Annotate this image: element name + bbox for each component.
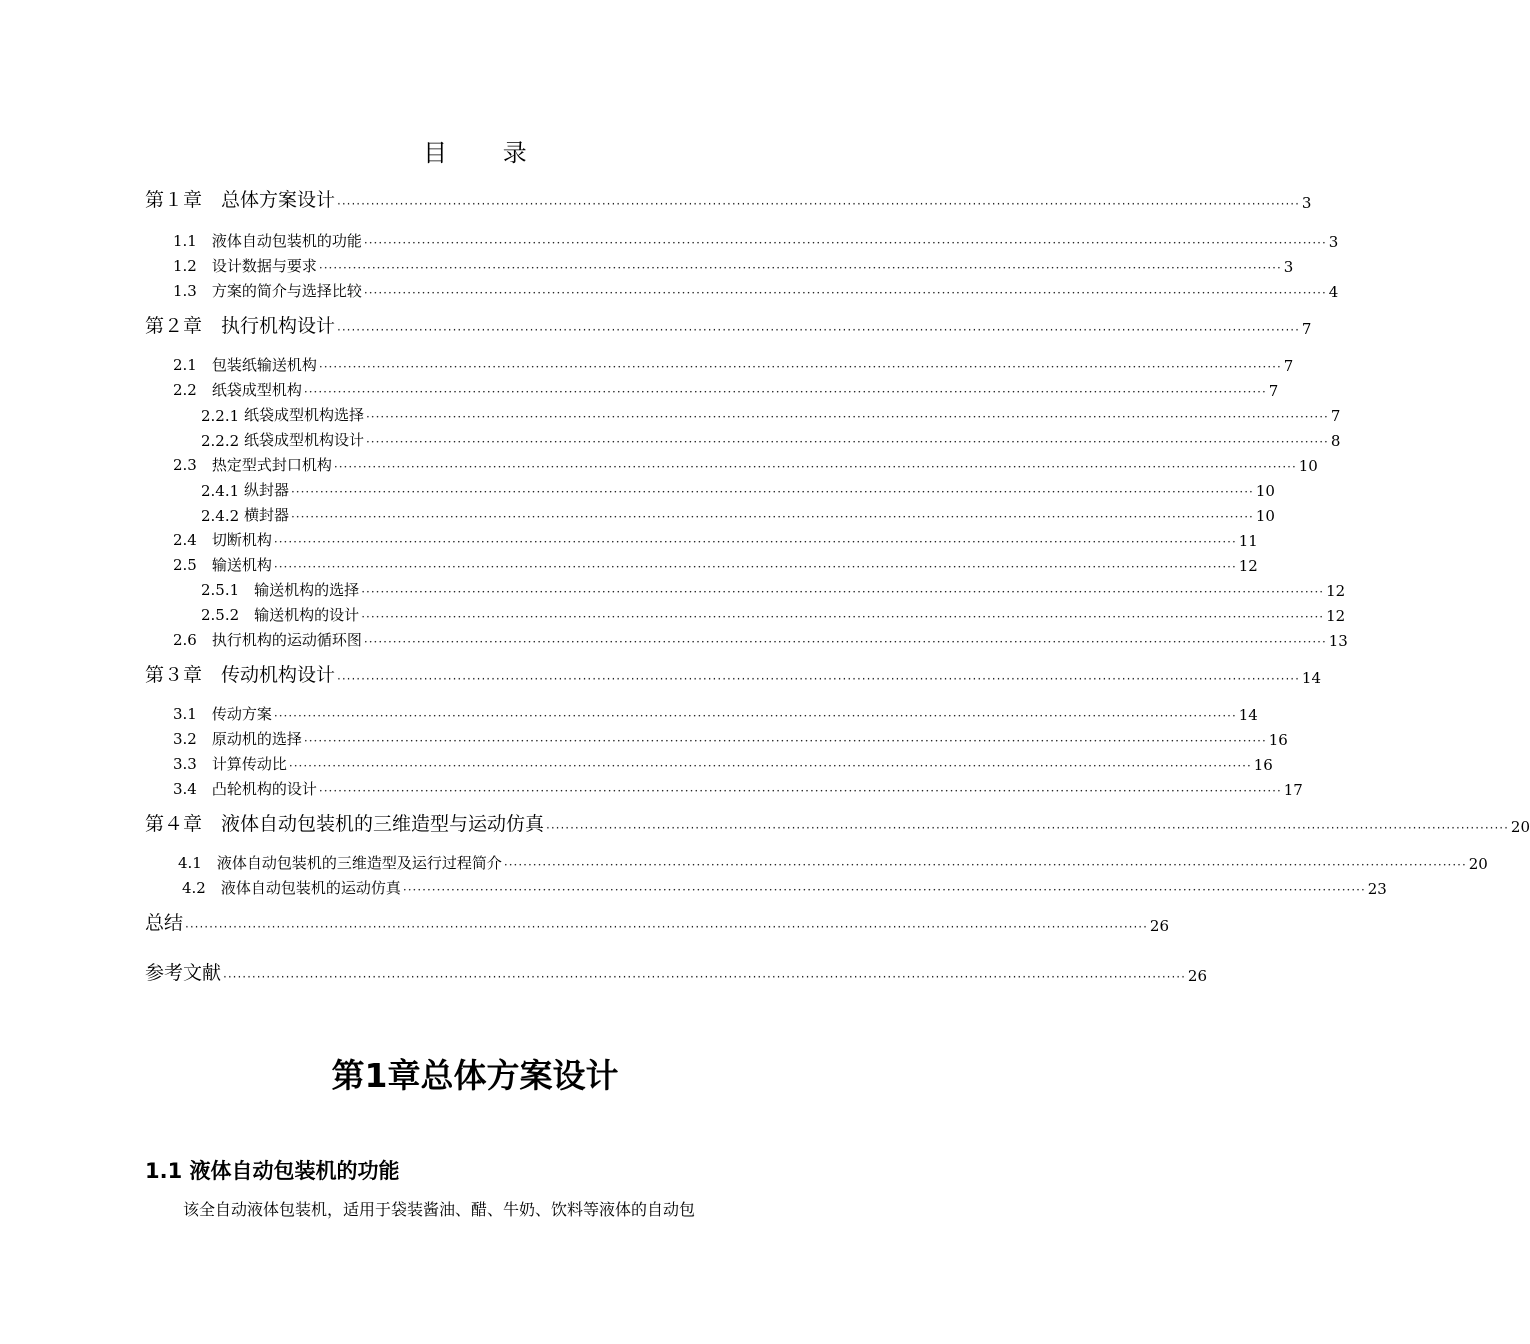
toc-entry (0, 351, 1294, 375)
toc-entry-page: 26 (1187, 967, 1207, 985)
toc-entry (0, 911, 1169, 935)
toc-entry (0, 252, 1294, 276)
toc-entry-label: 纸袋成型机构选择 (243, 406, 364, 424)
toc-entry-number: 1.2 (173, 257, 212, 275)
toc-leader-dots: ········································································································································································································ (337, 197, 1300, 211)
toc-entry-label: 液体自动包装机的三维造型与运动仿真 (221, 813, 545, 835)
toc-entry-label: 方案的简介与选择比较 (211, 282, 362, 300)
toc-entry-number: 2.4.2 (201, 507, 244, 525)
toc-entry (0, 576, 1346, 600)
toc-entry (0, 426, 1341, 450)
toc-entry-label: 切断机构 (211, 531, 272, 549)
toc-entry-label: 传动方案 (211, 705, 272, 723)
toc-entry-label: 液体自动包装机的功能 (211, 232, 362, 250)
toc-entry-page: 14 (1238, 706, 1258, 724)
toc-entry-number: 3.1 (173, 705, 212, 723)
toc-leader-dots: ········································································································································································································ (273, 560, 1237, 574)
toc-entry-label: 执行机构的运动循环图 (211, 631, 362, 649)
toc-leader-dots: ········································································································································································································ (318, 784, 1282, 798)
toc-entry-number: 第４章 (145, 813, 222, 835)
toc-entry-page: 11 (1238, 532, 1258, 550)
toc-entry-number: 2.3 (173, 456, 212, 474)
toc-entry-label: 总结 (145, 912, 184, 934)
toc-entry-number: 1.3 (173, 282, 212, 300)
toc-entry-page: 12 (1326, 607, 1346, 625)
toc-entry-page: 7 (1268, 382, 1279, 400)
toc-leader-dots: ········································································································································································································ (273, 535, 1237, 549)
toc-entry-number: 2.1 (173, 356, 212, 374)
toc-entry-number: 2.2.2 (201, 432, 244, 450)
toc-leader-dots: ········································································································································································································ (273, 709, 1237, 723)
toc-leader-dots: ········································································································································································································ (290, 485, 1254, 499)
toc-entry (0, 849, 1488, 873)
toc-entry-label: 执行机构设计 (221, 315, 336, 337)
toc-entry (0, 501, 1275, 525)
toc-entry-label: 总体方案设计 (221, 189, 336, 211)
toc-entry (0, 812, 1530, 836)
chapter-heading: 第1章总体方案设计 (331, 1056, 619, 1095)
toc-entry-page: 20 (1510, 818, 1530, 836)
toc-entry-number: 2.6 (173, 631, 212, 649)
toc-entry-label: 计算传动比 (211, 755, 287, 773)
toc-entry (0, 526, 1258, 550)
toc-entry-label: 纵封器 (243, 481, 289, 499)
toc-entry-label: 纸袋成型机构设计 (243, 431, 364, 449)
toc-entry-label: 输送机构的选择 (254, 581, 360, 599)
toc-entry-page: 16 (1268, 731, 1288, 749)
toc-leader-dots: ········································································································································································································ (546, 821, 1509, 835)
body-paragraph: 该全自动液体包装机，适用于袋装酱油、醋、牛奶、饮料等液体的自动包 (183, 1200, 696, 1219)
toc-entry-page: 7 (1330, 407, 1341, 425)
toc-entry (0, 874, 1387, 898)
toc-entry-number: 1.1 (173, 232, 212, 250)
toc-leader-dots: ········································································································································································································ (337, 672, 1300, 686)
toc-leader-dots: ········································································································································································································ (365, 410, 1329, 424)
toc-entry-number: 2.4.1 (201, 482, 244, 500)
toc-entry (0, 401, 1341, 425)
toc-entry-number: 4.1 (178, 854, 217, 872)
toc-entry (0, 314, 1312, 338)
toc-entry (0, 188, 1312, 212)
toc-entry-page: 7 (1283, 357, 1294, 375)
toc-entry-label: 横封器 (243, 506, 289, 524)
toc-entry (0, 277, 1339, 301)
toc-entry-label: 设计数据与要求 (211, 257, 317, 275)
toc-entry-number: 3.3 (173, 755, 212, 773)
toc-entry-label: 输送机构 (211, 556, 272, 574)
toc-leader-dots: ········································································································································································································ (365, 435, 1329, 449)
toc-entry-number: 2.2 (173, 381, 212, 399)
toc-entry-page: 3 (1328, 233, 1339, 251)
toc-entry-page: 26 (1149, 917, 1169, 935)
toc-leader-dots: ········································································································································································································ (290, 510, 1254, 524)
toc-leader-dots: ········································································································································································································ (288, 759, 1252, 773)
toc-entry (0, 626, 1348, 650)
toc-entry (0, 451, 1318, 475)
toc-entry (0, 476, 1275, 500)
toc-entry-label: 液体自动包装机的运动仿真 (220, 879, 401, 897)
toc-entry-page: 23 (1367, 880, 1387, 898)
toc-entry-label: 凸轮机构的设计 (211, 780, 317, 798)
toc-entry-number: 2.5 (173, 556, 212, 574)
toc-entry (0, 551, 1258, 575)
toc-entry-page: 12 (1238, 557, 1258, 575)
toc-leader-dots: ········································································································································································································ (318, 261, 1282, 275)
toc-leader-dots: ········································································································································································································ (363, 286, 1327, 300)
toc-entry-page: 13 (1328, 632, 1348, 650)
toc-leader-dots: ········································································································································································································ (402, 883, 1366, 897)
toc-entry (0, 775, 1303, 799)
toc-leader-dots: ········································································································································································································ (363, 236, 1327, 250)
toc-entry-label: 纸袋成型机构 (211, 381, 302, 399)
toc-leader-dots: ········································································································································································································ (318, 360, 1282, 374)
toc-title: 目 录 (423, 139, 551, 167)
toc-entry-page: 3 (1283, 258, 1294, 276)
toc-leader-dots: ········································································································································································································ (303, 734, 1267, 748)
toc-entry-page: 10 (1255, 482, 1275, 500)
toc-leader-dots: ········································································································································································································ (333, 460, 1297, 474)
toc-entry-label: 参考文献 (145, 962, 222, 984)
toc-entry-label: 输送机构的设计 (254, 606, 360, 624)
toc-leader-dots: ········································································································································································································ (361, 585, 1325, 599)
toc-entry (0, 601, 1346, 625)
toc-entry-page: 10 (1255, 507, 1275, 525)
toc-entry-page: 7 (1301, 320, 1312, 338)
toc-entry-label: 包装纸输送机构 (211, 356, 317, 374)
toc-entry-label: 热定型式封口机构 (211, 456, 332, 474)
toc-leader-dots: ········································································································································································································ (185, 920, 1148, 934)
toc-leader-dots: ········································································································································································································ (503, 858, 1467, 872)
toc-entry-page: 8 (1330, 432, 1341, 450)
toc-entry-number: 2.5.2 (201, 606, 255, 624)
toc-leader-dots: ········································································································································································································ (337, 323, 1300, 337)
toc-entry-page: 4 (1328, 283, 1339, 301)
toc-entry-number: 4.2 (182, 879, 221, 897)
toc-entry-page: 16 (1253, 756, 1273, 774)
section-heading: 1.1 液体自动包装机的功能 (145, 1159, 400, 1183)
toc-leader-dots: ········································································································································································································ (361, 610, 1325, 624)
toc-entry (0, 663, 1322, 687)
toc-entry-label: 液体自动包装机的三维造型及运行过程简介 (216, 854, 502, 872)
toc-entry (0, 376, 1279, 400)
toc-entry (0, 961, 1207, 985)
toc-entry (0, 700, 1258, 724)
toc-entry-number: 2.5.1 (201, 581, 255, 599)
toc-entry (0, 725, 1288, 749)
toc-entry-number: 2.4 (173, 531, 212, 549)
toc-entry-label: 原动机的选择 (211, 730, 302, 748)
toc-entry-number: 第１章 (145, 189, 222, 211)
toc-entry-number: 2.2.1 (201, 407, 244, 425)
toc-leader-dots: ········································································································································································································ (223, 970, 1186, 984)
toc-entry-page: 14 (1301, 669, 1322, 687)
toc-entry (0, 750, 1273, 774)
toc-entry-number: 3.4 (173, 780, 212, 798)
toc-entry-page: 17 (1283, 781, 1303, 799)
toc-entry-label: 传动机构设计 (221, 664, 336, 686)
toc-entry-page: 20 (1468, 855, 1488, 873)
toc-leader-dots: ········································································································································································································ (363, 635, 1327, 649)
toc-entry (0, 227, 1339, 251)
toc-entry-page: 3 (1301, 194, 1312, 212)
toc-entry-number: 第２章 (145, 315, 222, 337)
toc-entry-page: 12 (1326, 582, 1346, 600)
toc-entry-number: 第３章 (145, 664, 222, 686)
toc-leader-dots: ········································································································································································································ (303, 385, 1267, 399)
toc-entry-number: 3.2 (173, 730, 212, 748)
toc-entry-page: 10 (1298, 457, 1318, 475)
